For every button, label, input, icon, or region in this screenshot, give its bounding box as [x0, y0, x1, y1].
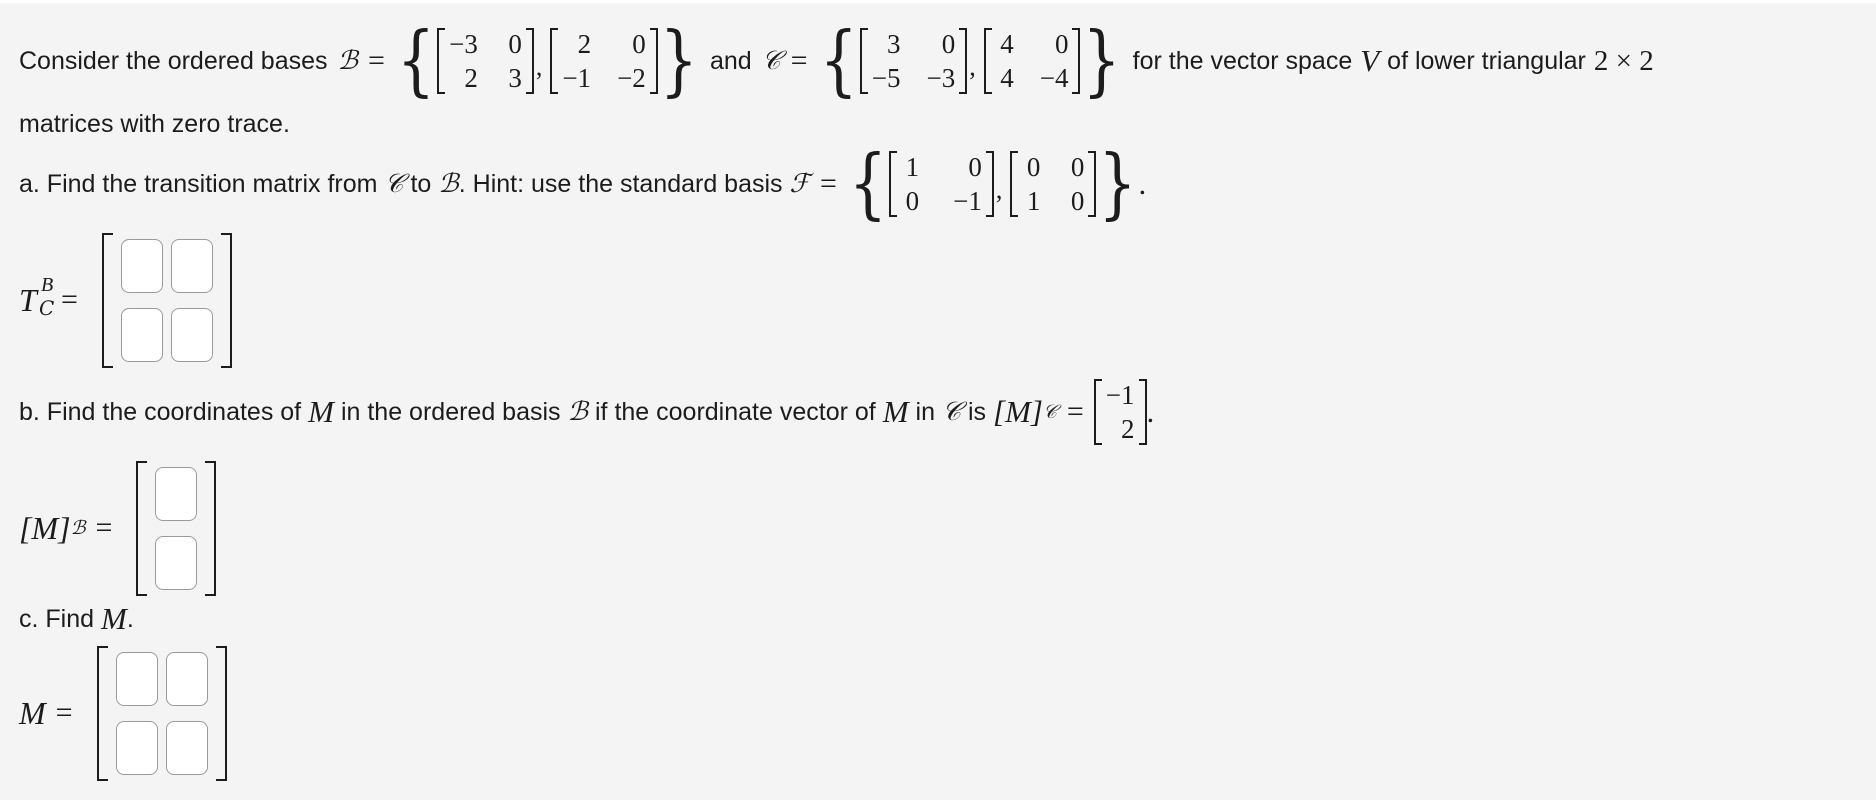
matrix-M-answer: [19, 644, 227, 782]
part-c-text: c. Find: [19, 604, 95, 633]
in-text: in: [915, 397, 936, 426]
matrix-entry: 4: [1000, 29, 1014, 59]
answer-input-m21[interactable]: [116, 721, 158, 775]
and-text: and: [709, 46, 752, 75]
equals-sign: =: [820, 167, 837, 200]
part-b-text-2: in the ordered basis: [340, 397, 561, 426]
matrix-entry: 1: [905, 152, 920, 182]
transition-matrix-label: T B C =: [19, 274, 78, 320]
basis-B-definition: ℬ = { −3 0 2 3 , 2 0 −1 −2 }: [337, 16, 698, 106]
of-text: of lower triangular: [1387, 46, 1586, 75]
for-text: for the vector space: [1132, 46, 1353, 75]
right-brace: }: [1098, 139, 1137, 229]
period: .: [126, 604, 134, 633]
vector-space-symbol: V: [1360, 43, 1380, 78]
part-b-text-3: if the coordinate vector of: [595, 397, 876, 426]
transition-matrix-answer: [19, 229, 232, 371]
transition-matrix-input: [102, 233, 232, 368]
coordinate-vector-C: [1094, 379, 1147, 445]
matrix-entry: 0: [1026, 152, 1041, 182]
matrix-entry: −5: [871, 63, 901, 93]
left-brace: {: [819, 16, 858, 106]
basis-B-matrix-2: [550, 28, 657, 94]
answer-input-m12[interactable]: [166, 652, 208, 706]
right-brace: }: [1082, 16, 1121, 106]
matrix-entry: 4: [1000, 63, 1014, 93]
coordinate-vector-answer: [19, 457, 216, 599]
right-brace: }: [659, 16, 698, 106]
matrix-M-input: [97, 646, 227, 781]
matrix-entry: 0: [1070, 186, 1085, 216]
basis-C-symbol: 𝒞: [761, 45, 781, 76]
equals-sign: =: [790, 44, 808, 77]
question-intro-line: [19, 16, 1856, 106]
hint-text: . Hint: use the standard basis: [458, 169, 783, 198]
answer-input-t21[interactable]: [121, 308, 163, 362]
equals-sign: =: [367, 44, 385, 77]
matrix-M-label: M =: [19, 694, 73, 731]
dimension-text: 2 × 2: [1593, 44, 1654, 77]
basis-C-matrix-1: [860, 28, 967, 94]
period: .: [1146, 394, 1155, 429]
vector-entry: 2: [1121, 414, 1135, 444]
standard-basis-definition: ℱ = { 1 0 0 −1 , 0 0 1 0 } .: [789, 139, 1147, 229]
matrix-entry: −1: [953, 186, 982, 216]
basis-B-symbol: ℬ: [337, 46, 358, 76]
basis-F-matrix-2: [1010, 151, 1096, 217]
part-c-prompt: [19, 600, 1856, 638]
to-text: to: [410, 169, 432, 198]
is-text: is: [967, 397, 987, 426]
vector-entry: −1: [1105, 380, 1135, 410]
answer-input-t11[interactable]: [121, 239, 163, 293]
answer-input-t12[interactable]: [171, 239, 213, 293]
question-intro-line-2: [19, 108, 1856, 140]
equals-sign: =: [95, 511, 113, 544]
part-a-text: a. Find the transition matrix from: [19, 169, 378, 198]
answer-input-b2[interactable]: [155, 536, 197, 590]
part-a-prompt: [19, 139, 1856, 229]
matrix-entry: 0: [1070, 152, 1085, 182]
page-top-border: [0, 0, 1876, 3]
period: .: [1138, 166, 1147, 201]
answer-input-b1[interactable]: [155, 467, 197, 521]
matrix-entry: 2: [464, 63, 478, 93]
basis-C-matrix-2: [984, 28, 1081, 94]
matrix-entry: 1: [1026, 186, 1041, 216]
answer-input-t22[interactable]: [171, 308, 213, 362]
equals-sign: =: [61, 283, 78, 316]
matrix-entry: −4: [1039, 63, 1069, 93]
matrix-entry: 3: [887, 29, 901, 59]
basis-C-symbol: 𝒞: [384, 168, 404, 199]
basis-B-symbol: ℬ: [438, 169, 459, 199]
equals-sign: =: [1066, 395, 1084, 428]
left-brace: {: [396, 16, 436, 106]
basis-F-symbol: ℱ: [789, 169, 810, 199]
basis-B-symbol: ℬ: [567, 397, 588, 427]
coordinate-vector-definition: [993, 379, 1154, 445]
answer-input-m22[interactable]: [166, 721, 208, 775]
matrix-entry: 0: [941, 29, 956, 59]
left-brace: {: [848, 139, 888, 229]
part-b-prompt: [19, 376, 1856, 448]
matrix-entry: −3: [449, 29, 478, 59]
matrix-entry: 0: [1054, 29, 1069, 59]
answer-input-m11[interactable]: [116, 652, 158, 706]
basis-C-definition: 𝒞 = { 3 0 −5 −3 , 4 0 4 −4 }: [761, 16, 1121, 106]
basis-C-symbol: 𝒞: [942, 396, 961, 427]
part-b-text: b. Find the coordinates of: [19, 397, 302, 426]
matrix-entry: 0: [632, 29, 646, 59]
basis-B-matrix-1: [437, 28, 534, 94]
M-symbol: M: [101, 601, 127, 636]
equals-sign: =: [55, 696, 73, 729]
intro-text: Consider the ordered bases: [19, 46, 328, 75]
matrix-entry: 2: [577, 29, 592, 59]
matrix-entry: −1: [562, 63, 592, 93]
matrix-entry: 3: [508, 63, 522, 93]
matrix-entry: 0: [968, 152, 982, 182]
coordinate-label: [M]: [993, 394, 1043, 429]
intro-continuation: matrices with zero trace.: [19, 109, 290, 138]
M-symbol: M: [308, 394, 334, 429]
matrix-entry: 0: [905, 186, 920, 216]
M-symbol: M: [882, 394, 909, 429]
matrix-entry: −2: [617, 63, 646, 93]
coordinate-vector-label: [M] ℬ =: [19, 509, 113, 546]
matrix-entry: −3: [926, 63, 956, 93]
basis-F-matrix-1: [889, 151, 994, 217]
matrix-entry: 0: [508, 29, 522, 59]
coordinate-subscript: 𝒞: [1043, 401, 1057, 423]
coordinate-vector-input: [136, 461, 216, 596]
